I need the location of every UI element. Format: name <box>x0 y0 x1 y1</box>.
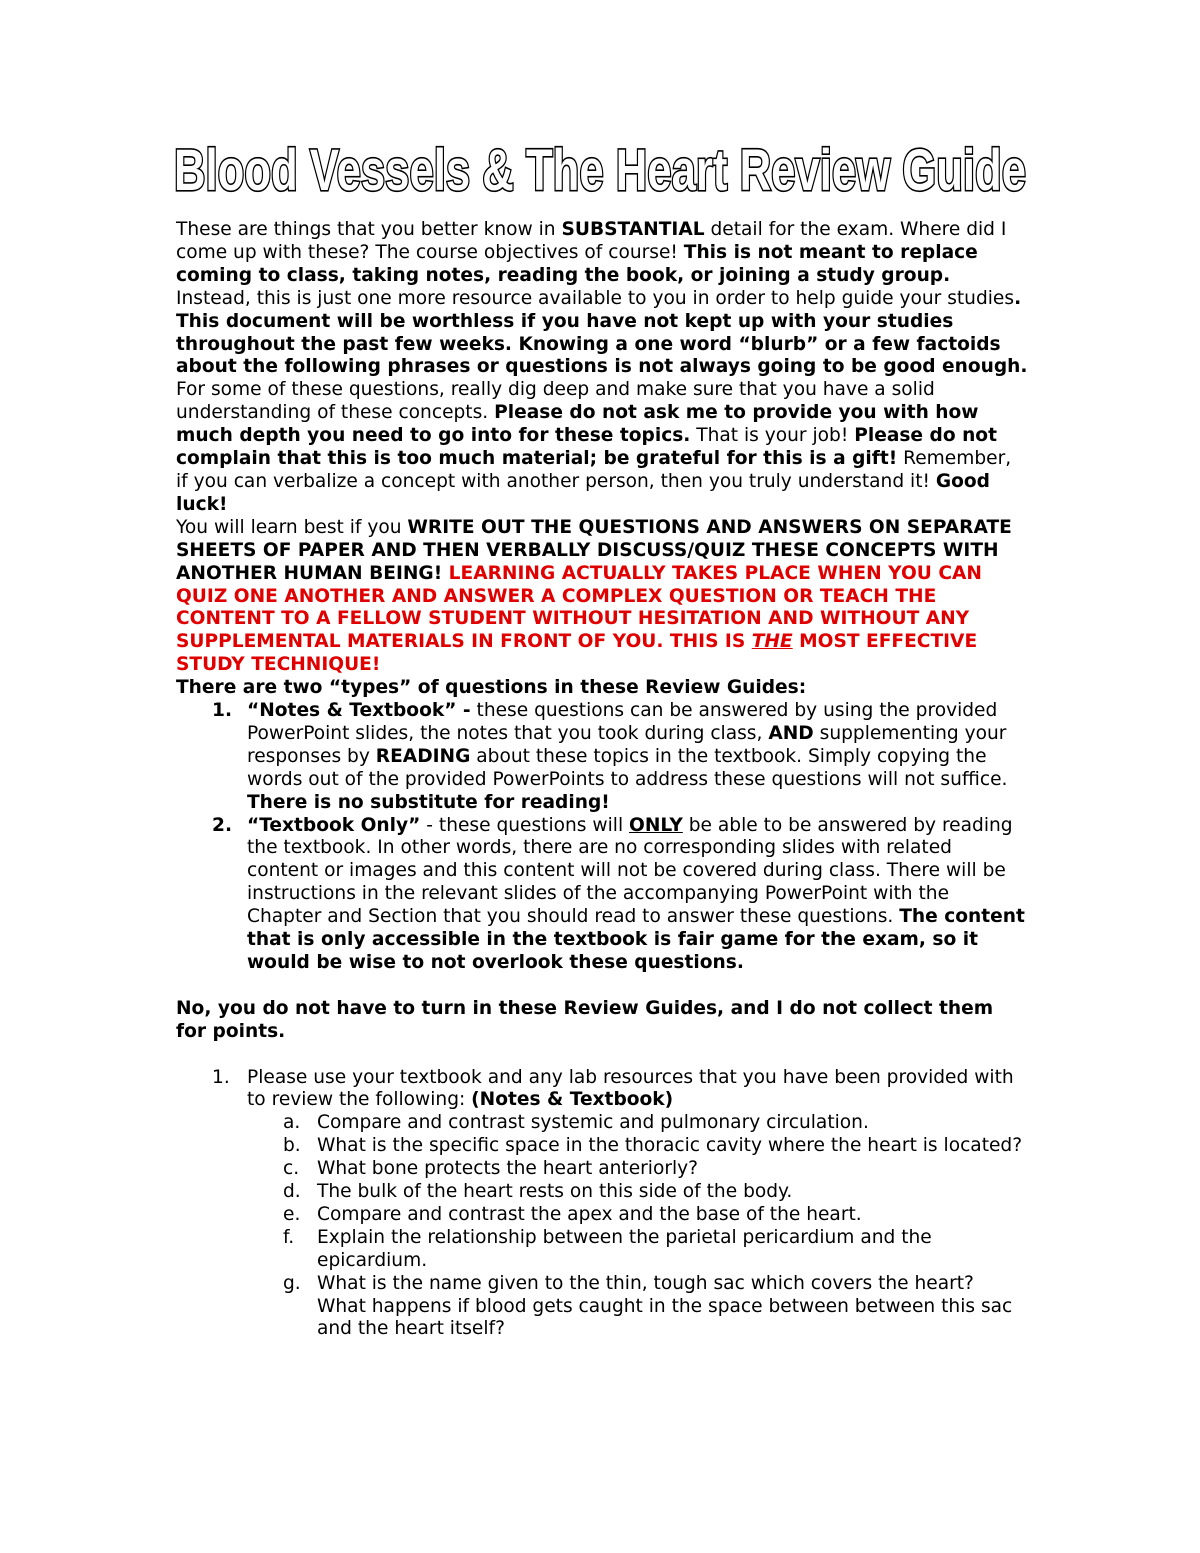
list-item: a. Compare and contrast systemic and pulmonary circulation. <box>283 1112 869 1134</box>
list-item: c. What bone protects the heart anteriorly? <box>283 1158 698 1180</box>
list-item: e. Compare and contrast the apex and the base of the heart. <box>283 1203 862 1225</box>
list-item: f. Explain the relationship between the parietal pericardium and the epicardium. <box>283 1226 932 1271</box>
intro-paragraph: These are things that you better know in SUBSTANTIAL detail for the exam. Where did I come up with these? The course objectives of course! This is not meant to replace coming to class, taking notes, reading the book, or joining a study group. Instead, this is just one more resource available to you in order to help guide your studies. This document will be worthless if you have not kept up with your studies throughout the past few weeks. Knowing a one word “blurb” or a few factoids about the following phrases or questions is not always going to be good enough. For some of these questions, really dig deep and make sure that you have a solid understanding of these concepts. Please do not ask me to provide you with how much depth you need to go into for these topics. That is your job! Please do not complain that this is too much material; be grateful for this is a gift! Remember, if you can verbalize a concept with another person, then you truly understand it! Good luck! <box>176 219 1028 515</box>
question-types-list <box>176 700 1028 975</box>
list-item: d. The bulk of the heart rests on this side of the body. <box>283 1181 793 1203</box>
list-item: 1. Please use your textbook and any lab resources that you have been provided with to review the following: (Notes & Textbook) a. Compare and contrast systemic and pulmonary circulation. b. What is the specific space in the thoracic cavity where the heart is located? c. What bone protects the heart anteriorly? d. The bulk of the heart rests on this side of the body. e. Compare and contrast the apex and the base of the heart. f. Explain the relationship between the parietal pericardium and the epicardium. g. What is the name given to the thin, tough sac which covers the heart? What happens if blood gets caught in the space between between this sac and the heart itself? <box>176 1067 1028 1342</box>
study-technique-paragraph: You will learn best if you WRITE OUT THE QUESTIONS AND ANSWERS ON SEPARATE SHEETS OF PAPER AND THEN VERBALLY DISCUSS/QUIZ THESE CONCEPTS WITH ANOTHER HUMAN BEING! LEARNING ACTUALLY TAKES PLACE WHEN YOU CAN QUIZ ONE ANOTHER AND ANSWER A COMPLEX QUESTION OR TEACH THE CONTENT TO A FELLOW STUDENT WITHOUT HESITATION AND WITHOUT ANY SUPPLEMENTAL MATERIALS IN FRONT OF YOU. THIS IS THE MOST EFFECTIVE STUDY TECHNIQUE! <box>176 516 1012 676</box>
list-item: 1. “Notes & Textbook” - these questions can be answered by using the provided PowerPoint slides, the notes that you took during class, AND supplementing your responses by READING about these topics in the textbook. Simply copying the words out of the provided PowerPoints to address these questions will not suffice. There is no substitute for reading! <box>212 700 1008 813</box>
document-body <box>176 219 1028 1341</box>
page-title-art <box>168 138 1032 202</box>
question-types-heading: There are two “types” of questions in these Review Guides: <box>176 677 807 699</box>
page-title: Blood Vessels & The Heart Review Guide <box>174 138 1026 203</box>
notice-paragraph: No, you do not have to turn in these Review Guides, and I do not collect them for points. <box>176 997 994 1042</box>
list-item: b. What is the specific space in the thoracic cavity where the heart is located? <box>283 1135 1023 1157</box>
list-item: g. What is the name given to the thin, tough sac which covers the heart? What happens if blood gets caught in the space between between this sac and the heart itself? <box>283 1272 1013 1340</box>
sub-questions-list <box>247 1112 1028 1341</box>
list-item: 2. “Textbook Only” - these questions will ONLY be able to be answered by reading the textbook. In other words, there are no corresponding slides with related content or images and this content will not be covered during class. There will be instructions in the relevant slides of the accompanying PowerPoint with the Chapter and Section that you should read to answer these questions. The content that is only accessible in the textbook is fair game for the exam, so it would be wise to not overlook these questions. <box>212 814 1025 973</box>
review-questions-list <box>176 1067 1028 1342</box>
